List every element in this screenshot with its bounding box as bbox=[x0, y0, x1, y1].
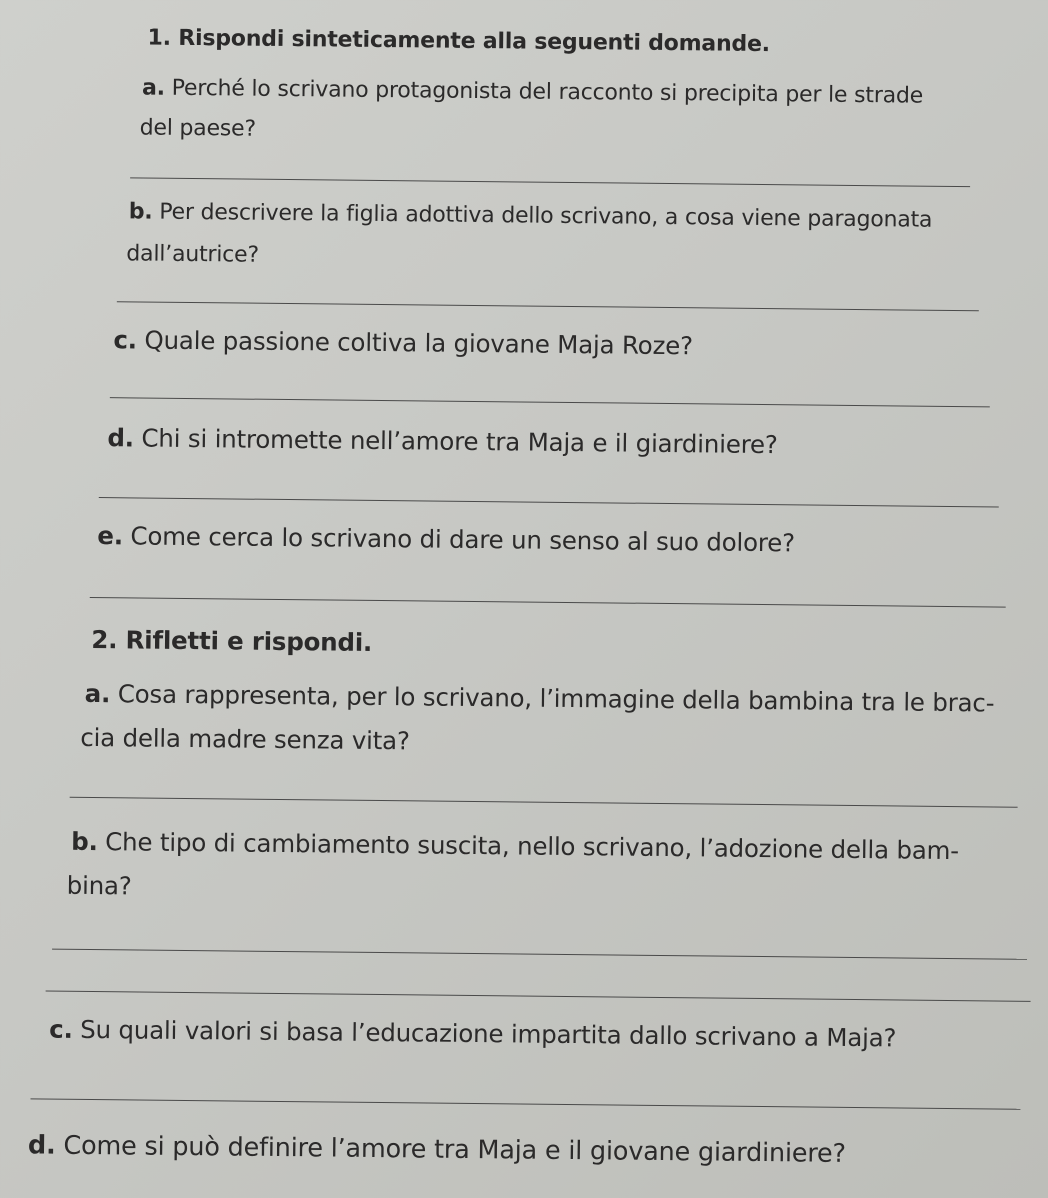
question-1e bbox=[97, 521, 795, 557]
question-text: Che tipo di cambiamento suscita, nello scrivano, l’adozione della bam- bbox=[105, 827, 960, 866]
question-2d bbox=[28, 1130, 846, 1169]
question-label: d. bbox=[107, 423, 135, 453]
answer-line-2b-second[interactable] bbox=[46, 991, 1031, 1002]
question-1c bbox=[113, 325, 693, 360]
answer-line-2b-first[interactable] bbox=[52, 949, 1027, 960]
question-label: e. bbox=[97, 521, 124, 551]
answer-line-1c[interactable] bbox=[110, 397, 990, 407]
section-1-heading: 1. Rispondi sinteticamente alla seguenti domande. bbox=[147, 25, 771, 58]
question-text: Chi si intromette nell’amore tra Maja e il giardiniere? bbox=[141, 423, 778, 460]
question-label: b. bbox=[71, 826, 98, 857]
question-1d bbox=[107, 423, 778, 459]
answer-line-2a[interactable] bbox=[70, 797, 1018, 808]
answer-line-2c[interactable] bbox=[30, 1098, 1020, 1109]
question-text: Come cerca lo scrivano di dare un senso al suo dolore? bbox=[130, 521, 796, 558]
question-2a bbox=[85, 679, 995, 718]
section-2-heading: 2. Rifletti e rispondi. bbox=[91, 624, 373, 657]
question-2b-continued: bina? bbox=[66, 870, 132, 901]
question-1a bbox=[142, 75, 923, 108]
question-label: c. bbox=[113, 325, 138, 355]
question-label: d. bbox=[27, 1130, 56, 1161]
question-text: Come si può definire l’amore tra Maja e il giovane giardiniere? bbox=[63, 1130, 846, 1169]
question-text: Per descrivere la figlia adottiva dello scrivano, a cosa viene paragonata bbox=[159, 199, 933, 233]
question-text: Perché lo scrivano protagonista del racconto si precipita per le strade bbox=[171, 75, 924, 109]
question-2c bbox=[49, 1015, 896, 1053]
answer-line-1e[interactable] bbox=[90, 597, 1006, 608]
question-1a-continued: del paese? bbox=[139, 115, 257, 142]
answer-line-1b[interactable] bbox=[117, 301, 979, 311]
question-text: Quale passione coltiva la giovane Maja Roze? bbox=[144, 325, 694, 361]
question-label: b. bbox=[128, 199, 153, 225]
question-2a-continued: cia della madre senza vita? bbox=[80, 722, 410, 756]
answer-line-1a[interactable] bbox=[130, 177, 970, 187]
question-label: c. bbox=[49, 1014, 73, 1044]
question-text: Cosa rappresenta, per lo scrivano, l’immagine della bambina tra le brac- bbox=[117, 679, 995, 718]
question-2b bbox=[71, 827, 959, 865]
question-label: a. bbox=[84, 678, 111, 709]
question-1b bbox=[129, 199, 933, 232]
question-1b-continued: dall’autrice? bbox=[126, 241, 260, 268]
question-label: a. bbox=[141, 75, 166, 101]
question-text: Su quali valori si basa l’educazione impartita dallo scrivano a Maja? bbox=[80, 1014, 897, 1053]
answer-line-1d[interactable] bbox=[99, 497, 999, 507]
